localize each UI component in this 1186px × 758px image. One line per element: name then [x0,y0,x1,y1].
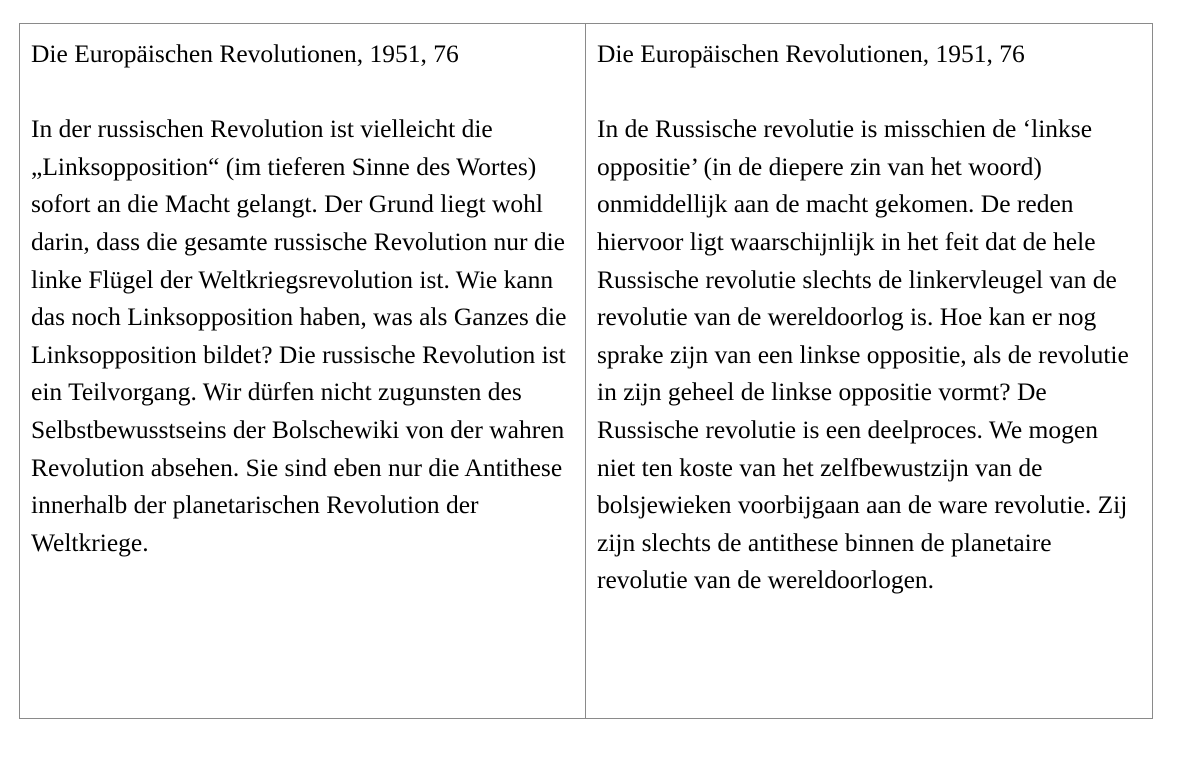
translation-table [19,23,1153,719]
dutch-paragraph: In de Russische revolutie is misschien de ‘linkse oppositie’ (in de diepere zin van het woord) onmiddellijk aan de macht gekomen. De reden hiervoor ligt waarschijnlijk in het feit dat de hele Russische revolutie slechts de linkervleugel van de revolutie van de wereldoorlog is. Hoe kan er nog sprake zijn van een linkse oppositie, als de revolutie in zijn geheel de linkse oppositie vormt? De Russische revolutie is een deelproces. We mogen niet ten koste van het zelfbewustzijn van de bolsjewieken voorbijgaan aan de ware revolutie. Zij zijn slechts de antithese binnen de planetaire revolutie van de wereldoorlogen. [597,114,1129,595]
german-column-cell [20,24,586,719]
blank-line [597,73,1142,111]
german-paragraph: In der russischen Revolution ist vielleicht die „Linksopposition“ (im tieferen Sinne des Wortes) sofort an die Macht gelangt. Der Grund liegt wohl darin, dass die gesamte russische Revolution nur die linke Flügel der Weltkriegsrevolution ist. Wie kann das noch Linksopposition haben, was als Ganzes die Linksopposition bildet? Die russische Revolution ist ein Teilvorgang. Wir dürfen nicht zugunsten des Selbstbewusstseins der Bolschewiki von der wahren Revolution absehen. Sie sind eben nur die Antithese innerhalb der planetarischen Revolution der Weltkriege. [31,114,567,557]
source-citation-title: Die Europäischen Revolutionen, 1951, 76 [31,39,459,68]
source-citation-title: Die Europäischen Revolutionen, 1951, 76 [597,39,1025,68]
table-row [20,24,1153,719]
dutch-column-cell [586,24,1153,719]
blank-line [31,73,575,111]
